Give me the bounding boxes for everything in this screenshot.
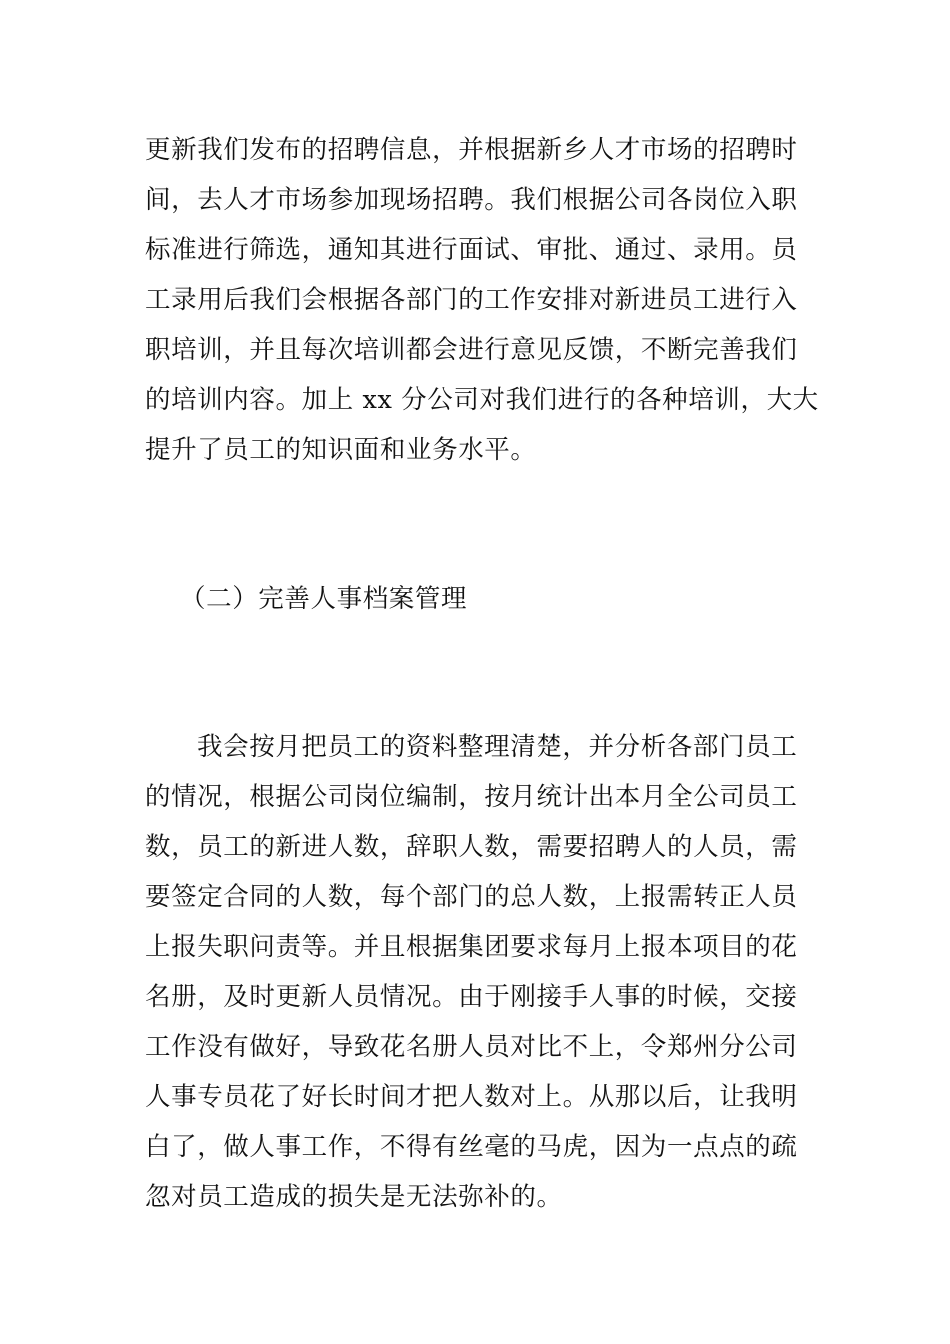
paragraph-2-line-1: 我会按月把员工的资料整理清楚，并分析各部门员工	[197, 732, 798, 762]
paragraph-1-line-4: 工录用后我们会根据各部门的工作安排对新进员工进行入	[145, 285, 798, 315]
paragraph-2-line-8: 人事专员花了好长时间才把人数对上。从那以后，让我明	[145, 1082, 798, 1112]
paragraph-2-line-4: 要签定合同的人数，每个部门的总人数，上报需转正人员	[145, 882, 798, 912]
paragraph-1-line-2: 间，去人才市场参加现场招聘。我们根据公司各岗位入职	[145, 185, 798, 215]
paragraph-2-line-3: 数，员工的新进人数，辞职人数，需要招聘人的人员，需	[145, 832, 798, 862]
paragraph-1-line-7: 提升了员工的知识面和业务水平。	[145, 435, 537, 465]
paragraph-2-line-2: 的情况，根据公司岗位编制，按月统计出本月全公司员工	[145, 782, 798, 812]
paragraph-1-line-3: 标准进行筛选，通知其进行面试、审批、通过、录用。员	[145, 235, 798, 265]
paragraph-2-line-10: 忽对员工造成的损失是无法弥补的。	[145, 1182, 563, 1212]
paragraph-2-line-5: 上报失职问责等。并且根据集团要求每月上报本项目的花	[145, 932, 798, 962]
paragraph-1-line-5: 职培训，并且每次培训都会进行意见反馈，不断完善我们	[145, 335, 798, 365]
paragraph-1-line-1: 更新我们发布的招聘信息，并根据新乡人才市场的招聘时	[145, 135, 798, 165]
paragraph-2-line-6: 名册，及时更新人员情况。由于刚接手人事的时候，交接	[145, 982, 798, 1012]
paragraph-2-line-7: 工作没有做好，导致花名册人员对比不上，令郑州分公司	[145, 1032, 798, 1062]
paragraph-1-line-6: 的培训内容。加上 xx 分公司对我们进行的各种培训，大大	[145, 385, 819, 415]
paragraph-2-line-9: 白了，做人事工作，不得有丝毫的马虎，因为一点点的疏	[145, 1132, 798, 1162]
section-heading: （二）完善人事档案管理	[180, 584, 468, 614]
